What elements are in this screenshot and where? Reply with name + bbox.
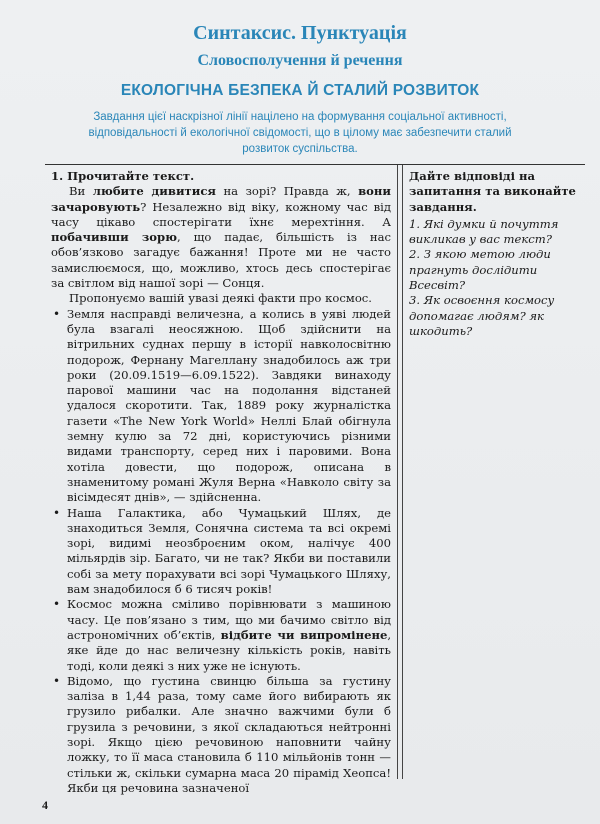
bullet-icon: • (53, 597, 61, 612)
question-item: 3. Як освоєння космосу допомагає людям? як шкодить? (409, 293, 555, 338)
questions-heading: Дайте відповіді на запитання та виконайте завдання. (409, 169, 576, 214)
question-item: 2. З якою метою люди прагнуть дослідити Всесвіт? (409, 247, 551, 293)
bullet-icon: • (53, 673, 61, 688)
paragraph-facts-intro: Пропонуємо вашій увазі деякі факти про космос. (69, 291, 372, 306)
page-number: 4 (42, 798, 48, 812)
questions-column (409, 169, 579, 339)
intro-text: Завдання цієї наскрізної лінії націлено на формування соціальної активності, відповідальності й екологічної свідомості, що в цілому має забезпечити сталий розвиток суспільства. (88, 111, 512, 155)
bullet-icon: • (53, 505, 61, 520)
fact-item: • Відомо, що густина свинцю більша за густину заліза в 1,44 раза, тому саме його вибирають як грузило рибалки. Але значно важчими були б грузила з речовини, з якої складаються нейтронні зорі. Якщо цією речовиною наповнити чайну ложку, то її маса становила б 110 мільйонів тонн — стільки ж, скільки сумарна маса 20 пірамід Хеопса! Якби ця речовина зазначеної (53, 673, 391, 795)
fact-item: • Земля насправді величезна, а колись в уяві людей була взагалі неосяжною. Щоб здійснити на вітрильних суднах першу в історії навколосвітню подорож, Фернану Магеллану знадобилось аж три роки (20.09.1519—6.09.1522). Завдяки винаходу парової машини час на подолання відстаней удалося скоротити. Так, 1889 року журналістка газети «The New York World» Неллі Блай обігнула земну кулю за 72 дні, користуючись різними видами транспорту, серед них і паровими. Вона хотіла довести, що подорож, описана в знаменитому романі Жуля Верна «Навколо світу за вісімдесят днів», — здійсненна. (53, 306, 391, 505)
fact-item: • Космос можна сміливо порівнювати з машиною часу. Це пов’язано з тим, що ми бачимо світло від астрономічних об’єктів, відбите чи випромінене, яке йде до нас величезну кількість років, навіть тоді, коли деякі з них уже не існують. (53, 597, 392, 673)
paragraph-intro: Ви любите дивитися на зорі? Правда ж, вони зачаровують? Незалежно від віку, кожному час від часу цікаво спостерігати їхнє мерехтіння. А побачивши зорю, що падає, більшість із нас обов’язково загадує бажання! Проте ми не часто замислюємося, що, можливо, хтось десь спостерігає за світлом від нашої зорі — Сонця. (51, 184, 391, 291)
section-subtitle: Словосполучення й речення (197, 52, 403, 69)
column-divider (397, 165, 403, 779)
exercise-table (45, 164, 585, 795)
reading-column (51, 169, 391, 796)
bullet-icon: • (53, 306, 61, 321)
question-item: 1. Які думки й почуття викликав у вас текст? (409, 216, 559, 247)
fact-item: • Наша Галактика, або Чумацький Шлях, де знаходиться Земля, Сонячна система та всі окремі зорі, видимі неозброєним оком, налічує 400 мільярдів зір. Багато, чи не так? Якби ви поставили собі за мету порахувати всі зорі Чумацького Шляху, вам знадобилося б 6 тисяч років! (53, 505, 391, 597)
topic-heading: ЕКОЛОГІЧНА БЕЗПЕКА Й СТАЛИЙ РОЗВИТОК (120, 82, 480, 99)
section-title: Синтаксис. Пунктуація (193, 22, 407, 44)
task-label: 1. Прочитайте текст. (51, 169, 195, 183)
